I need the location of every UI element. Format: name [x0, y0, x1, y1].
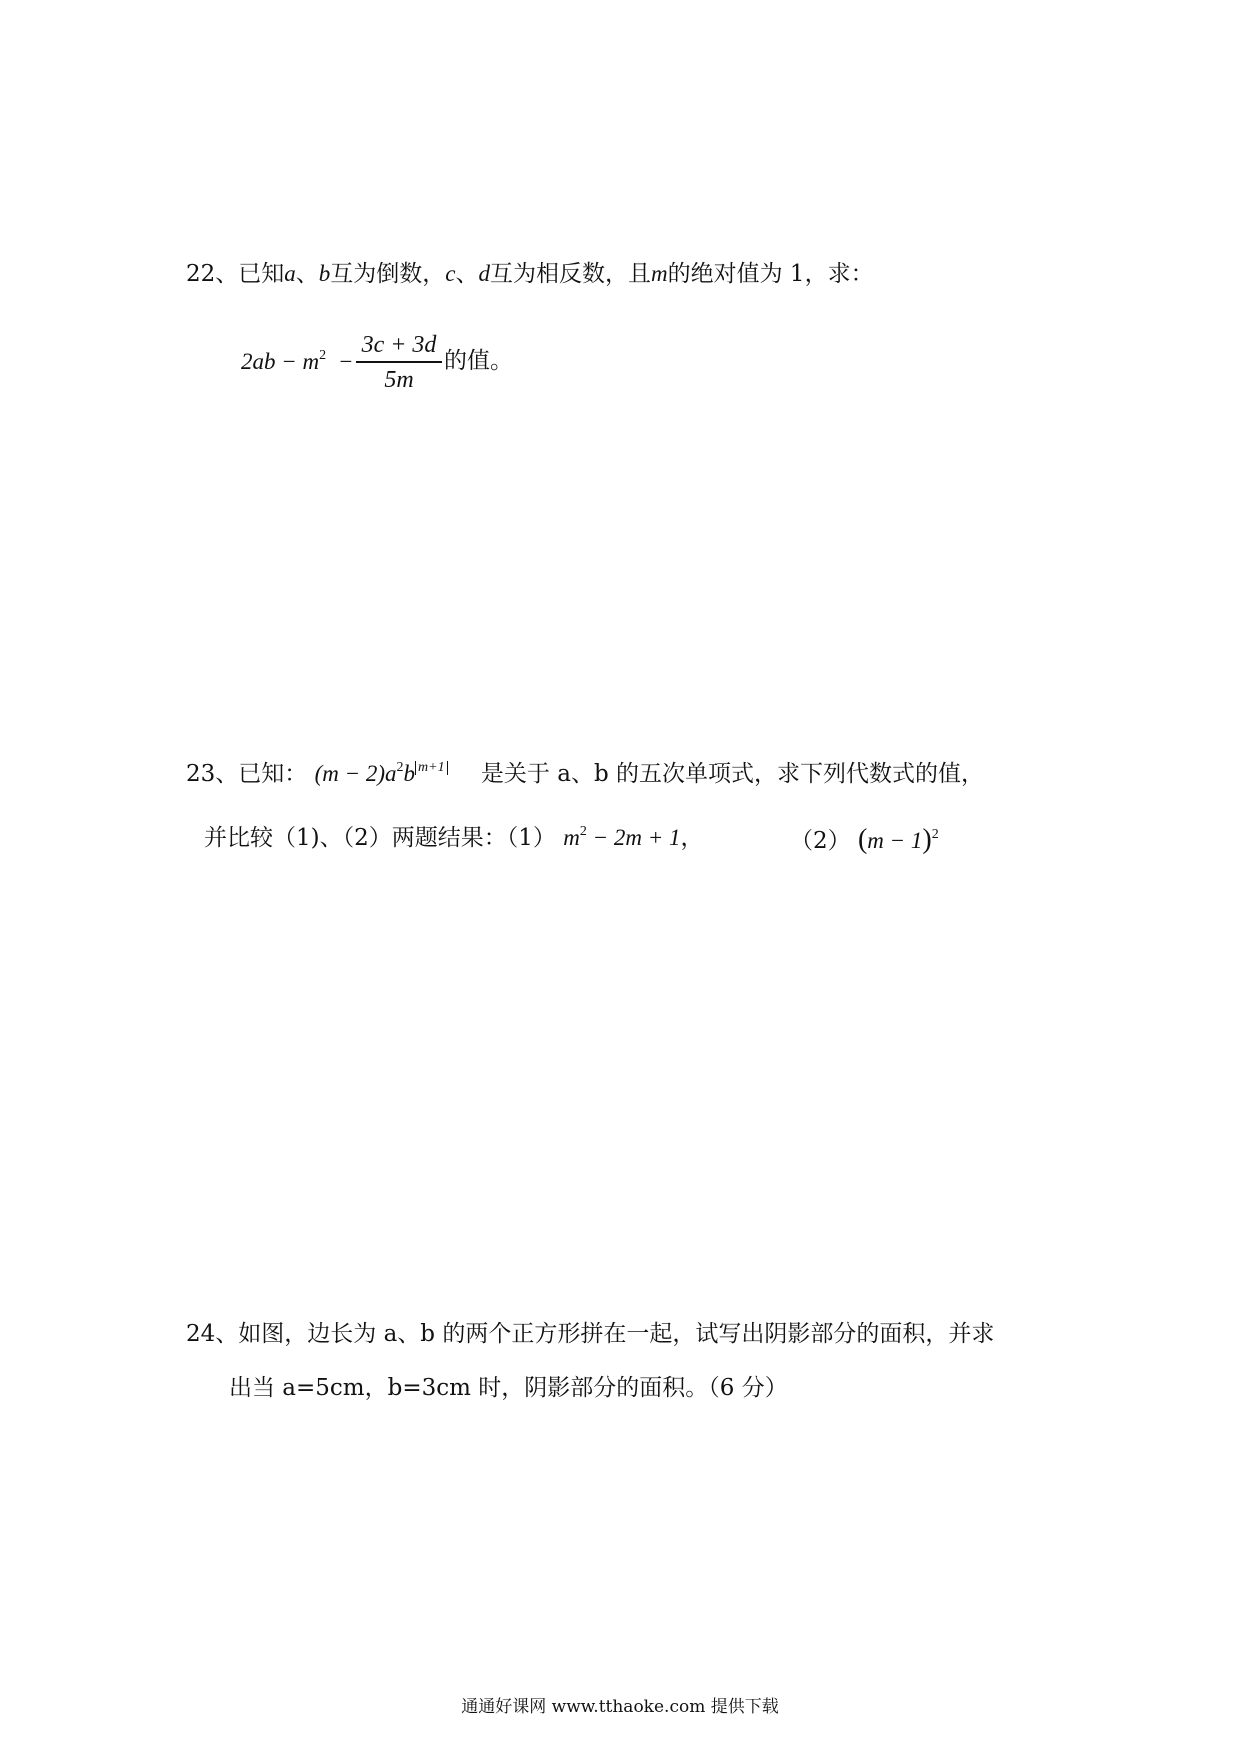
question-22-tail: 的值。	[444, 348, 513, 374]
question-22-text: 的绝对值为 1，求：	[667, 261, 874, 287]
expression-left: 2ab − m	[241, 349, 320, 374]
question-22-text: 互为相反数，且	[490, 261, 651, 287]
question-24-line2: 出当 a=5cm，b=3cm 时，阴影部分的面积。（6 分）	[229, 1375, 788, 1401]
separator: 、	[455, 261, 479, 287]
question-23-part2	[790, 826, 939, 854]
exponent: 2	[931, 827, 939, 842]
exponent: 2	[319, 348, 327, 363]
part-2-label: （2）	[790, 828, 851, 854]
exponent-b	[415, 760, 448, 775]
exponent-a: 2	[396, 760, 404, 775]
var-m: m	[651, 261, 668, 286]
expression-1-rest: − 2m + 1	[586, 825, 681, 850]
page-footer: 通通好课网 www.tthaoke.com 提供下载	[461, 1697, 779, 1717]
absolute-value: m+1	[415, 761, 448, 775]
var-c: c	[445, 261, 456, 286]
comma: ，	[680, 825, 704, 851]
question-23-text: 是关于 a、b 的五次单项式，求下列代数式的值，	[480, 761, 984, 787]
left-paren: (	[857, 824, 868, 855]
question-23-line2	[204, 826, 703, 850]
question-22-number: 22、已知	[186, 261, 285, 287]
minus-sign: −	[339, 349, 353, 374]
monomial: (m − 2)a	[314, 761, 397, 786]
question-23-number: 23、已知：	[186, 761, 308, 787]
var-b: b	[318, 261, 331, 286]
question-24-line1: 24、如图，边长为 a、b 的两个正方形拼在一起，试写出阴影部分的面积，并求	[186, 1321, 995, 1347]
fraction-denominator: 5m	[384, 366, 414, 393]
expression-2: m − 1	[867, 828, 923, 853]
fraction	[356, 332, 442, 394]
fraction-numerator: 3c + 3d	[361, 332, 437, 358]
question-22-text: 互为倒数，	[330, 261, 446, 287]
expression-1: m	[563, 825, 580, 850]
var-d: d	[478, 261, 490, 286]
separator: 、	[295, 261, 319, 287]
right-paren: )	[922, 824, 932, 855]
var-a: a	[284, 261, 296, 286]
exponent: 2	[579, 824, 587, 839]
var-b: b	[403, 761, 416, 786]
question-23-text: 并比较（1)、（2）两题结果：（1）	[204, 825, 556, 851]
question-23-line1	[186, 762, 984, 786]
question-22-line1	[186, 262, 874, 286]
question-22-expression	[241, 350, 352, 374]
